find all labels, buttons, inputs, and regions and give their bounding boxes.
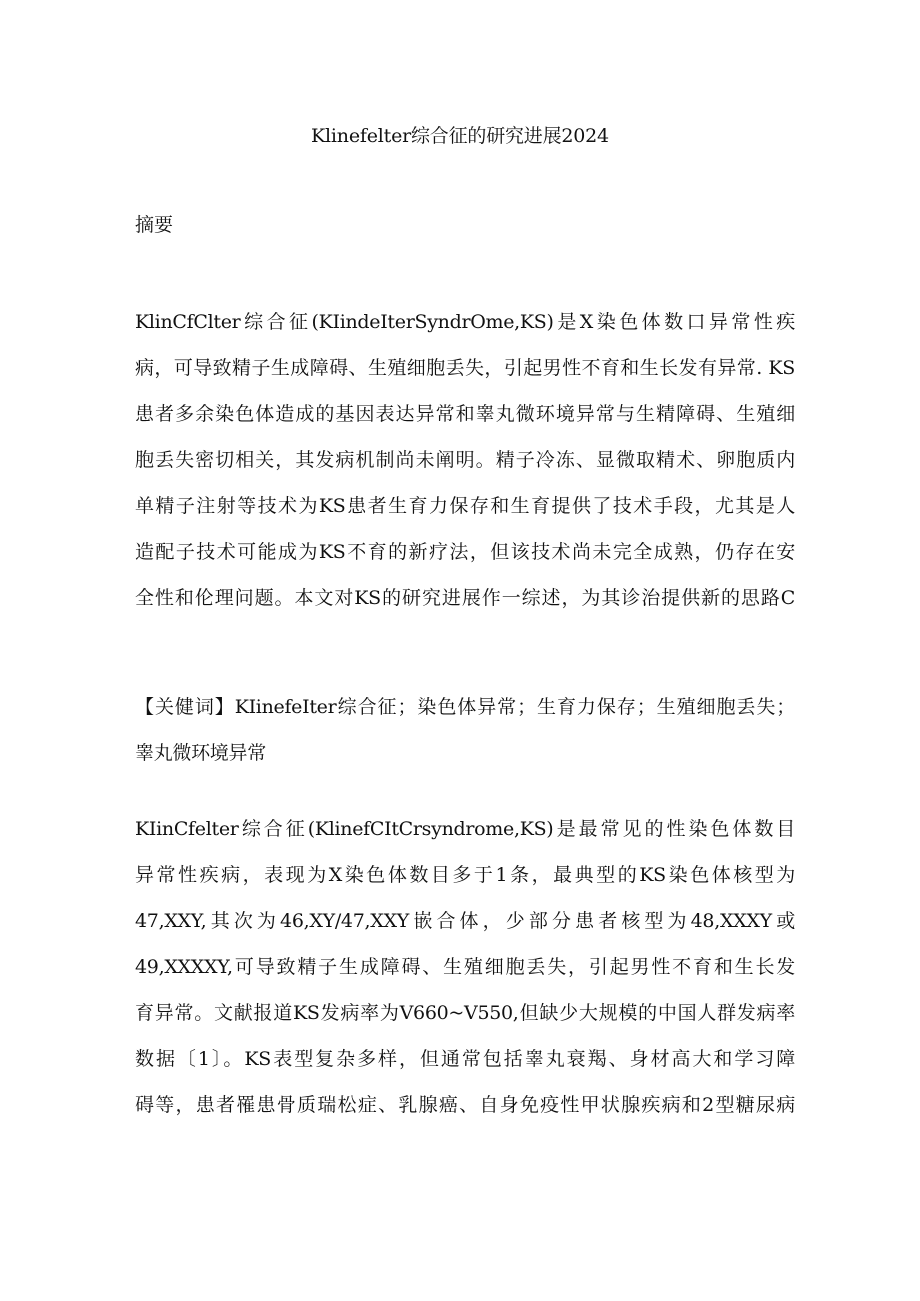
abstract-paragraph: [135, 299, 795, 621]
body-line: 碍等，患者罹患骨质瑞松症、乳腺癌、自身免疫性甲状腺疾病和2型糖尿病: [135, 1094, 795, 1116]
body-line: 47,XXY,其次为46,XY/47,XXY嵌合体，少部分患者核型为48,XXXY或: [135, 910, 795, 932]
body-line: 育异常。文献报道KS发病率为V660~V550,但缺少大规模的中国人群发病率: [135, 1002, 795, 1024]
abstract-line: KlinCfClter综合征(KIindeIterSyndrOme,KS)是X染色体数口异常性疾: [135, 311, 795, 333]
keywords-line: 【关健词】KIinefeIter综合征；染色体异常；生育力保存；生殖细胞丢失；: [135, 696, 795, 718]
document-title: Klinefelter综合征的研究进展2024: [311, 125, 609, 147]
body-line: 数据〔1〕。KS表型复杂多样，但通常包括睾丸衰羯、身材高大和学习障: [135, 1048, 795, 1070]
keywords-paragraph: [135, 684, 795, 776]
abstract-line: 全性和伦理问题。本文对KS的研究进展作一综述，为其诊治提供新的思路C: [135, 587, 795, 609]
body-line: KIinCfelter综合征(KlinefCItCrsyndrome,KS)是最常见的性染色体数目: [135, 818, 795, 840]
body-line: 异常性疾病，表现为X染色体数目多于1条，最典型的KS染色体核型为: [135, 864, 795, 886]
body-paragraph: [135, 806, 795, 1128]
abstract-line: 造配子技术可能成为KS不育的新疗法，但该技术尚未完全成熟，仍存在安: [135, 541, 795, 563]
abstract-line: 患者多余染色体造成的基因表达异常和睾丸微环境异常与生精障碍、生殖细: [135, 403, 795, 425]
body-line: 49,XXXXY,可导致精子生成障碍、生殖细胞丢失，引起男性不育和生长发: [135, 956, 795, 978]
abstract-line: 病，可导致精子生成障碍、生殖细胞丢失，引起男性不育和生长发有异常. KS: [135, 357, 795, 379]
abstract-heading: 摘要: [135, 214, 174, 236]
abstract-line: 单精子注射等技术为KS患者生育力保存和生育提供了技术手段，尤其是人: [135, 495, 795, 517]
abstract-line: 胞丢失密切相关，其发病机制尚未阐明。精子冷冻、显微取精术、卵胞质内: [135, 449, 795, 471]
keywords-line: 睾丸微环境异常: [135, 742, 266, 764]
